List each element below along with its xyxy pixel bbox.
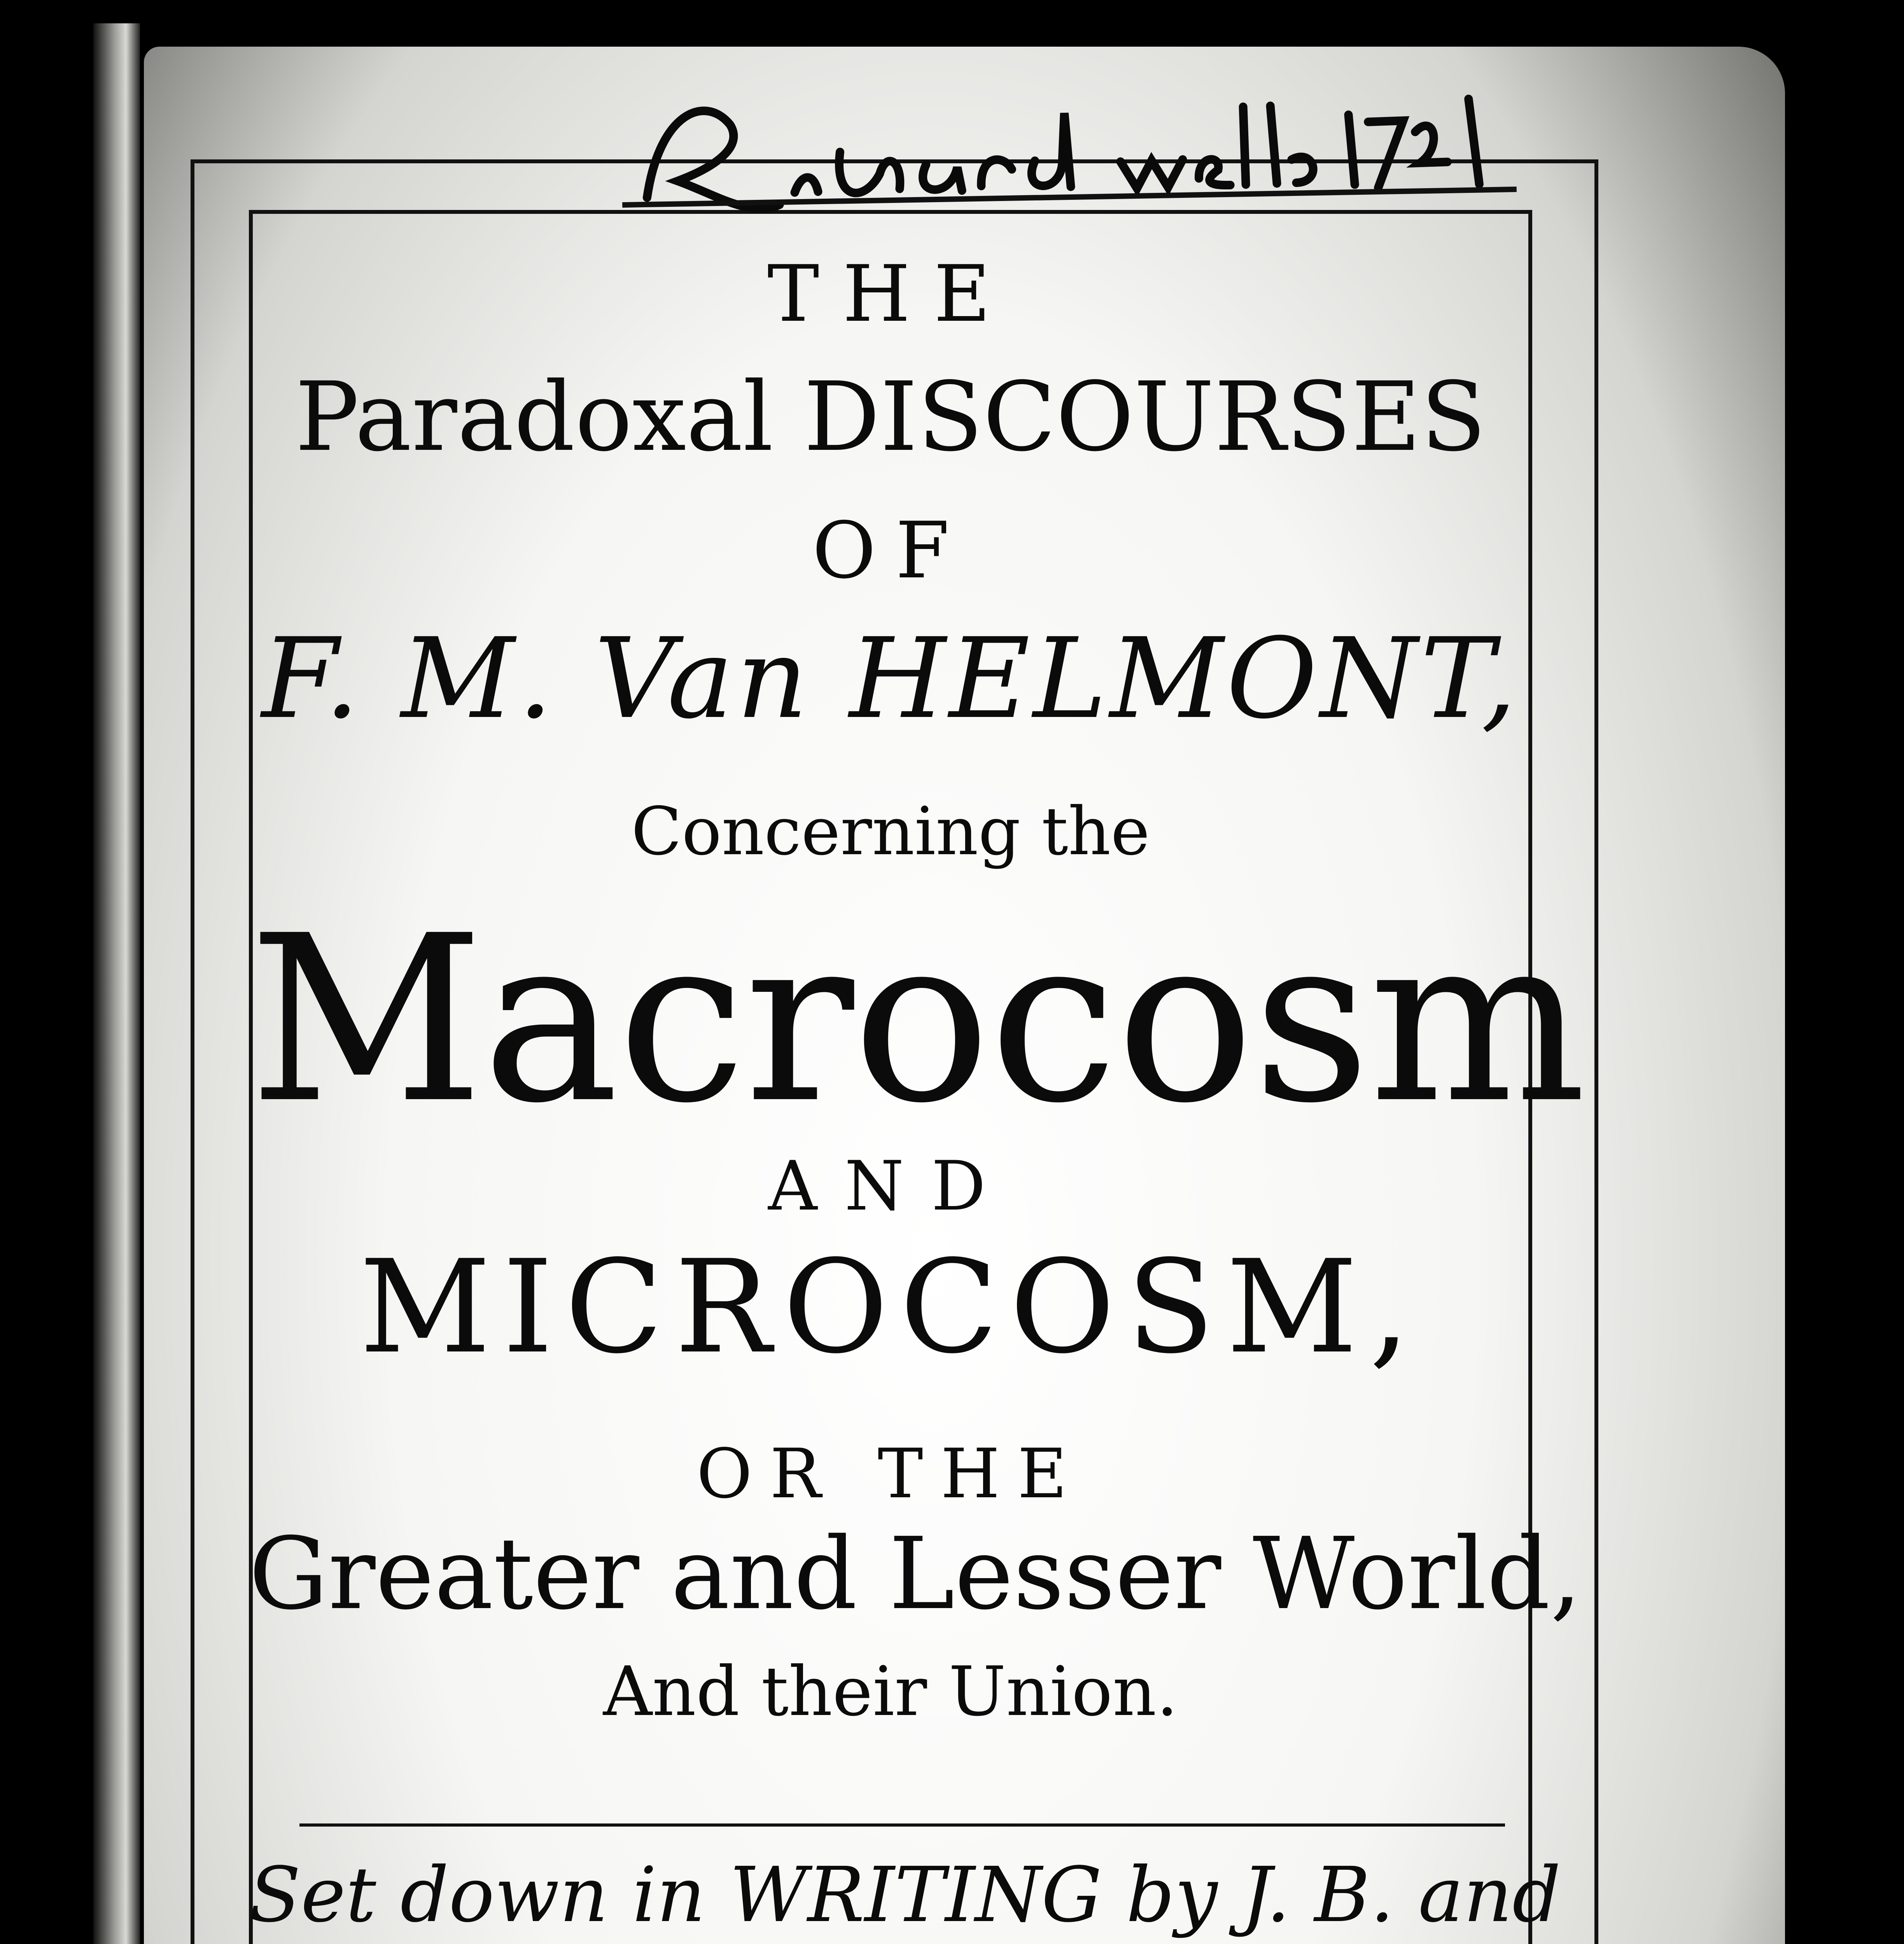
title-macrocosm: Macrocosm (249, 886, 1585, 1154)
signature-glyphs (627, 51, 1519, 245)
owner-signature (627, 51, 1519, 245)
attribution-set-down: Set down in WRITING by J. B. and (249, 1851, 1561, 1939)
title-paradoxal-discourses: Paradoxal DISCOURSES (295, 362, 1486, 472)
title-union: And their Union. (603, 1652, 1178, 1731)
title-of: OF (812, 505, 969, 596)
page-gutter (93, 23, 140, 1944)
divider-rule-top (299, 1823, 1505, 1827)
title-or-the: OR THE (696, 1435, 1085, 1514)
title-author: F. M. Van HELMONT, (261, 614, 1520, 743)
title-concerning: Concerning the (631, 793, 1150, 870)
title-the: THE (767, 249, 1014, 339)
title-microcosm: MICROCOSM, (359, 1232, 1422, 1382)
title-and: AND (768, 1147, 1013, 1226)
title-greater-lesser-world: Greater and Lesser World, (249, 1516, 1582, 1632)
